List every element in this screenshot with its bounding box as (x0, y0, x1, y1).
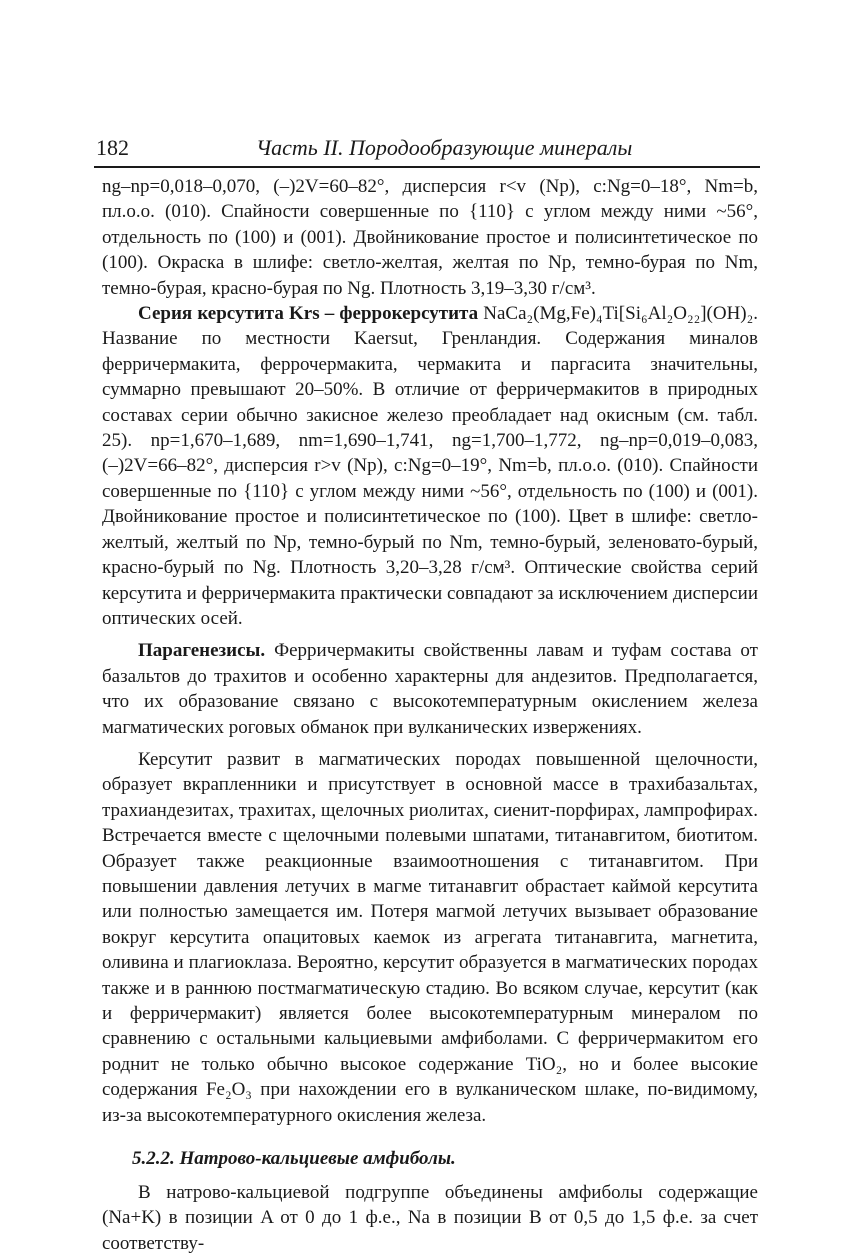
paragraph (102, 638, 758, 740)
paragraph (102, 174, 758, 301)
parageneses-heading: Парагенезисы. (138, 640, 266, 662)
paragraph-text: Ферричермакиты свойственны лавам и туфам состава от базальтов до трахитов и особенно характерны для андезитов. Предполагается, что их образование связано с высокотемпературным окислением железа магматических роговых обманок при вулканических извержениях. (102, 640, 758, 738)
running-title: Часть II. Породообразующие минералы (256, 135, 633, 160)
paragraph (102, 747, 758, 1128)
paragraph-text: ng–np=0,018–0,070, (–)2V=60–82°, дисперсия r<v (Np), c:Ng=0–18°, Nm=b, пл.о.о. (010). Спайности совершенные по {110} с углом между ними ~56°, отдельность по (100) и (001). Двойникование простое и полисинтетическое по (100). Окраска в шлифе: светло-желтая, желтая по Np, темно-бурая по Nm, темно-бурая, красно-бурая по Ng. Плотность 3,19–3,30 г/см³. (102, 176, 758, 299)
header-rule (94, 166, 760, 168)
paragraph-text: NaCa₂(Mg,Fe)₄Ti[Si₆Al₂O₂₂](OH)₂. Название по местности Kaersut, Гренландия. Содержания миналов ферричермакита, феррочермакита, чермакита и паргасита значительны, суммарно превышают 20–50%. В отличие от ферричермакитов в природных составах серии обычно закисное железо преобладает над окисным (см. табл. 25). np=1,670–1,689, nm=1,690–1,741, ng=1,700–1,772, ng–np=0,019–0,083, (–)2V=66–82°, дисперсия r>v (Np), c:Ng=0–19°, Nm=b, пл.о.о. (010). Спайности совершенные по {110} с углом между ними ~56°, отдельность по (100) и (001). Двойникование простое и полисинтетическое по (100). Цвет в шлифе: светло-желтый, желтый по Np, темно-бурый по Nm, темно-бурый, зеленовато-бурый, красно-бурый по Ng. Плотность 3,20–3,28 г/см³. Оптические свойства серий керсутита и ферричермакита практически совпадают за исключением дисперсии оптических осей. (102, 303, 758, 629)
section-title: 5.2.2. Натрово-кальциевые амфиболы. (132, 1148, 456, 1170)
paragraph-text: В натрово-кальциевой подгруппе объединены амфиболы содержащие (Na+K) в позиции A от 0 до 1 ф.е., Na в позиции B от 0,5 до 1,5 ф.е. за счет соответству- (102, 1182, 758, 1254)
page-number: 182 (96, 135, 129, 160)
page-header (96, 134, 758, 166)
paragraph-text: Керсутит развит в магматических породах повышенной щелочности, образует вкрапленники и присутствует в основной массе в трахибазальтах, трахиандезитах, трахитах, щелочных риолитах, сиенит-порфирах, лампрофирах. Встречается вместе с щелочными полевыми шпатами, титанавгитом, биотитом. Образует также реакционные взаимоотношения с титанавгитом. При повышении давления летучих в магме титанавгит обрастает каймой керсутита или полностью замещается им. Потеря магмой летучих вызывает образование вокруг керсутита опацитовых каемок из агрегата титанавгита, магнетита, оливина и плагиоклаза. Вероятно, керсутит образуется в магматических породах также и в раннюю постмагматическую стадию. Во всяком случае, керсутит (как и ферричермакит) является более высокотемпературным минералом по сравнению с остальными кальциевыми амфиболами. С ферричермакитом его роднит не только обычно высокое содержание TiO₂, но и более высокие содержания Fe₂O₃ при нахождении его в вулканическом шлаке, по-видимому, из-за высокотемпературного окисления железа. (102, 748, 758, 1126)
series-heading: Серия керсутита Krs – феррокерсутита (138, 303, 479, 325)
paragraph (102, 301, 758, 631)
page-body (102, 174, 758, 1256)
paragraph (102, 1180, 758, 1256)
